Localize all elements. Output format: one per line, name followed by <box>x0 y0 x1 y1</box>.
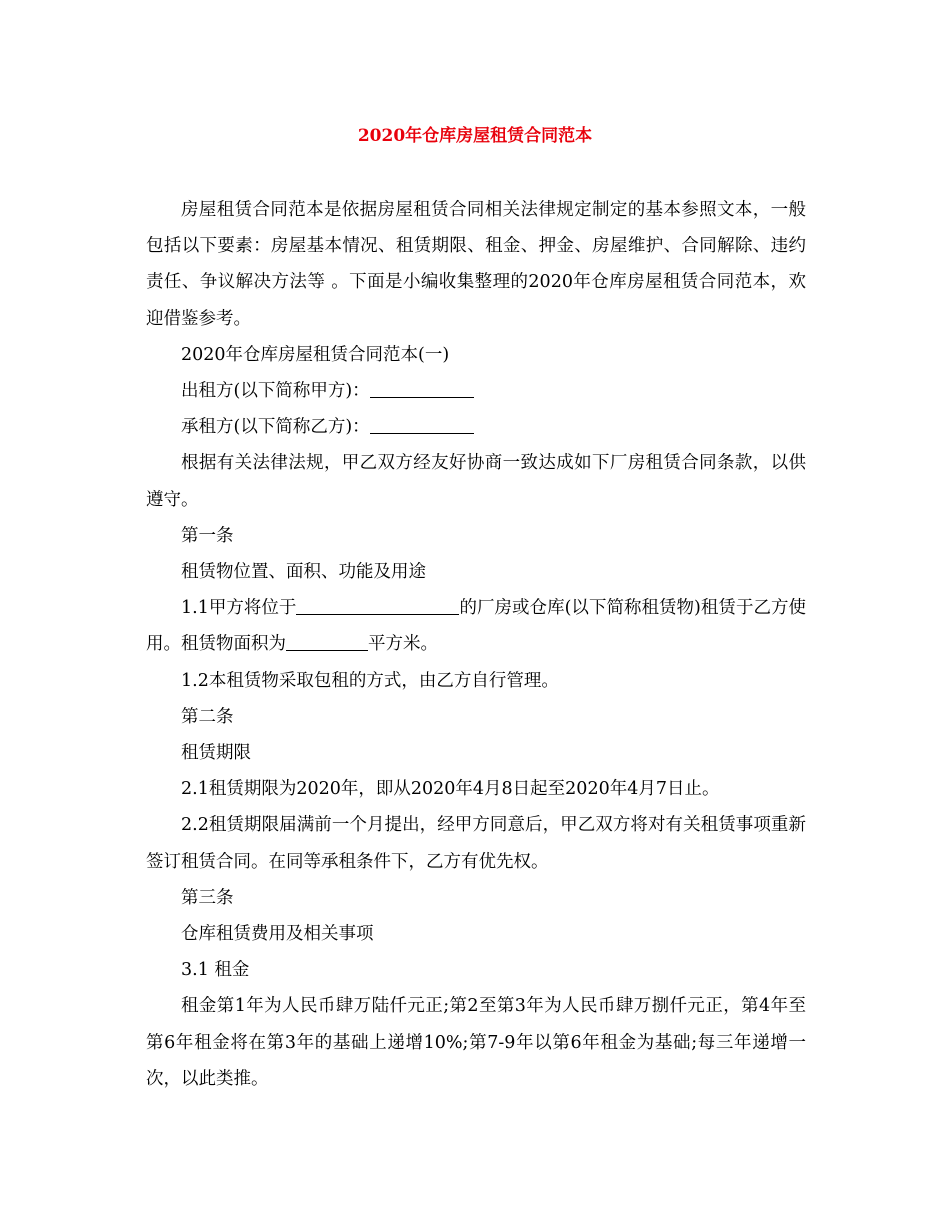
clause-3-1: 3.1 租金 <box>181 960 250 981</box>
clause-2-2: 2.2租赁期限届满前一个月提出，经甲方同意后，甲乙双方将对有关租赁事项重新签订租赁合同。在同等承租条件下，乙方有优先权。 <box>146 815 806 872</box>
contract-subtitle: 2020年仓库房屋租赁合同范本(一) <box>181 344 450 365</box>
party-b-label: 承租方(以下简称乙方)： <box>181 417 370 438</box>
article-1-heading: 第一条 <box>181 525 234 546</box>
article-3-title: 仓库租赁费用及相关事项 <box>181 924 374 945</box>
article-2-heading: 第二条 <box>181 706 234 727</box>
clause-1-1-part-a: 1.1甲方将位于 <box>181 598 297 619</box>
clause-1-1-part-c: 平方米。 <box>368 634 438 655</box>
intro-paragraph: 房屋租赁合同范本是依据房屋租赁合同相关法律规定制定的基本参照文本，一般包括以下要素：房屋基本情况、租赁期限、租金、押金、房屋维护、合同解除、违约责任、争议解决方法等 。下面是小编收集整理的2020年仓库房屋租赁合同范本，欢迎借鉴参考。 <box>146 200 806 329</box>
party-a-line <box>146 373 806 409</box>
clause-1-1-part-b: 的厂房或仓库(以下简称租赁物)租赁于乙方使用。租赁物面积为 <box>146 598 806 655</box>
document-title: 2020年仓库房屋租赁合同范本 <box>357 126 593 146</box>
article-1-title: 租赁物位置、面积、功能及用途 <box>181 562 426 583</box>
article-2-title: 租赁期限 <box>181 743 251 764</box>
clause-1-2: 1.2本租赁物采取包租的方式，由乙方自行管理。 <box>181 670 559 691</box>
party-b-blank[interactable] <box>370 416 474 435</box>
document-body <box>146 192 806 1097</box>
party-a-blank[interactable] <box>370 380 474 399</box>
clause-1-1 <box>146 590 806 662</box>
preamble-paragraph: 根据有关法律法规，甲乙双方经友好协商一致达成如下厂房租赁合同条款，以供遵守。 <box>146 453 806 510</box>
area-blank[interactable] <box>286 633 368 652</box>
party-b-line <box>146 409 806 445</box>
clause-3-1-text: 租金第1年为人民币肆万陆仟元正;第2至第3年为人民币肆万捌仟元正，第4年至第6年租金将在第3年的基础上递增10%;第7-9年以第6年租金为基础;每三年递增一次，以此类推。 <box>146 996 806 1089</box>
clause-2-1: 2.1租赁期限为2020年，即从2020年4月8日起至2020年4月7日止。 <box>181 779 720 800</box>
location-blank[interactable] <box>296 597 459 616</box>
party-a-label: 出租方(以下简称甲方)： <box>181 381 370 402</box>
article-3-heading: 第三条 <box>181 887 234 908</box>
